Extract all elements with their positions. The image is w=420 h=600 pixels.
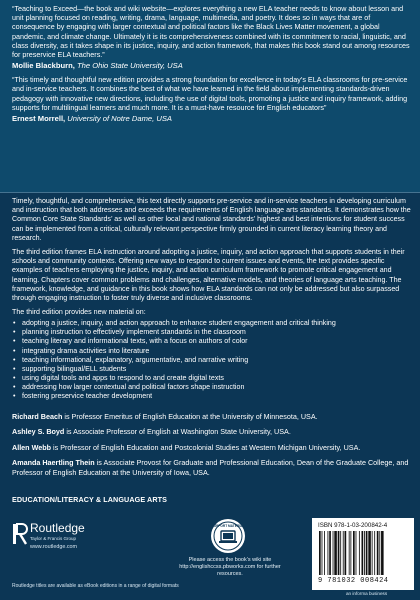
isbn-label: ISBN 978-1-03-200842-4 bbox=[318, 522, 388, 529]
features-lead: The third edition provides new material on: bbox=[12, 308, 146, 317]
barcode-bar bbox=[368, 531, 371, 575]
barcode-digits: 9 781032 008424 bbox=[318, 577, 389, 585]
divider bbox=[0, 192, 420, 193]
author-description: is Associate Professor of English at Washington State University, USA. bbox=[64, 427, 291, 437]
barcode-bar bbox=[353, 531, 355, 575]
badge-label: SUPPORT MATERIAL bbox=[211, 524, 245, 528]
description bbox=[12, 197, 412, 407]
wiki-access-note: Please access the book’s wiki site http://englishccss.pbworks.com for further resources. bbox=[179, 557, 281, 577]
publisher-name: Routledge bbox=[30, 521, 85, 535]
features-list bbox=[12, 319, 412, 401]
endorser-name: Mollie Blackburn, bbox=[12, 61, 75, 71]
feature-item: • using digital tools and apps to respond to and create digital texts bbox=[22, 374, 412, 383]
barcode-bar bbox=[319, 531, 321, 575]
support-material-badge-icon bbox=[210, 518, 246, 554]
barcode-bar bbox=[338, 531, 340, 575]
barcode-bar bbox=[359, 531, 360, 575]
barcode-bar bbox=[324, 531, 325, 575]
description-paragraph: The third edition frames ELA instruction around adopting a justice, inquiry, and action approach that supports students in their schools and community contexts. Offering new ways to respond to current issues and events, the text provides specific examples of teachers employing the justice, inquiry, and action curriculum framework to promote critical engagement and learning. Chapters cover common problems and challenges, alternative models, and theories of language arts teaching. The framework, knowledge, and guidance in this book shows how ELA standards can not only be addressed but also surpassed through engaging instruction to foster truly diverse and inclusive classrooms. bbox=[12, 248, 405, 303]
barcode-bar bbox=[372, 531, 373, 575]
barcode-bar bbox=[340, 531, 341, 575]
endorser-org: University of Notre Dame, USA bbox=[67, 114, 172, 124]
barcode-bar bbox=[377, 531, 379, 575]
subject-category: EDUCATION/LITERACY & LANGUAGE ARTS bbox=[12, 495, 168, 504]
description-paragraph: Timely, thoughtful, and comprehensive, this text directly supports pre-service and in-service teachers in developing curriculum and instruction that both addresses and exceeds the requirements of English language arts standards. It demonstrates how the Common Core State Standards’ as well as other local and national standards’ highest and best intentions for student success can be implemented from a critical, culturally relevant perspective firmly grounded in current literacy learning theory and research. bbox=[12, 197, 411, 242]
barcode-bar bbox=[374, 531, 375, 575]
feature-item: • integrating drama activities into literature bbox=[22, 347, 412, 356]
publisher-url: www.routledge.com bbox=[30, 544, 78, 550]
informa-note: an informa business bbox=[346, 591, 388, 596]
barcode-icon bbox=[317, 531, 407, 575]
barcode-bar bbox=[379, 531, 380, 575]
author-name: Ashley S. Boyd bbox=[12, 427, 65, 437]
author-bio bbox=[12, 443, 412, 452]
author-name: Richard Beach bbox=[12, 412, 63, 421]
barcode-bar bbox=[329, 531, 331, 575]
barcode-bar bbox=[322, 531, 323, 575]
barcode-bar bbox=[349, 531, 350, 575]
barcode-bar bbox=[362, 531, 364, 575]
feature-item: • teaching informational, explanatory, argumentative, and narrative writing bbox=[22, 356, 412, 365]
author-description: is Professor Emeritus of English Education at the University of Minnesota, USA. bbox=[62, 412, 318, 421]
author-bio bbox=[12, 412, 412, 421]
feature-item: • fostering preservice teacher development bbox=[22, 392, 412, 401]
barcode-bar bbox=[333, 531, 334, 575]
author-bio bbox=[12, 458, 412, 477]
barcode-bar bbox=[356, 531, 357, 575]
barcode-bar bbox=[364, 531, 365, 575]
endorser-name: Ernest Morrell, bbox=[12, 114, 66, 124]
ebook-note: Routledge titles are available as eBook editions in a range of digital formats bbox=[12, 583, 179, 589]
barcode-bar bbox=[350, 531, 351, 575]
isbn-barcode-box bbox=[312, 518, 414, 590]
endorser-org: The Ohio State University, USA bbox=[77, 61, 183, 71]
publisher-logo bbox=[12, 520, 92, 580]
author-name: Allen Webb bbox=[12, 442, 52, 452]
barcode-bar bbox=[334, 531, 337, 575]
author-bios bbox=[12, 412, 412, 483]
endorsement-attribution bbox=[12, 114, 412, 123]
barcode-bar bbox=[343, 531, 344, 575]
endorsement-attribution bbox=[12, 61, 412, 70]
feature-item: • addressing how larger contextual and political factors shape instruction bbox=[22, 383, 412, 392]
barcode-bar bbox=[366, 531, 368, 575]
endorsements bbox=[12, 4, 412, 128]
feature-item: • supporting bilingual/ELL students bbox=[22, 365, 412, 374]
feature-item: • teaching literary and informational texts, with a focus on authors of color bbox=[22, 337, 412, 346]
endorsement-quote: “This timely and thoughtful new edition provides a strong foundation for excellence in today’s ELA classrooms for pre-service and in-service teachers. It combines the best of what we have learned in the field about implementing standards-driven pedagogy with innovative new directions, including the use of digital tools, promoting a justice and inquiry framework, adding supports for multilingual learners and much more. It is a must-have resource for English educators” bbox=[12, 75, 408, 112]
barcode-bar bbox=[328, 531, 329, 575]
routledge-icon bbox=[12, 522, 28, 546]
author-name: Amanda Haertling Thein bbox=[12, 458, 95, 468]
endorsement-quote: “Teaching to Exceed—the book and wiki website—explores everything a new ELA teacher needs to know about lesson and unit planning focused on reading, writing, drama, language, multimedia, and poetry. It does so in ways that are of consequence by engaging with larger contextual and political factors like the Black Lives Matter movement, a global pandemic, and climate change. Ultimately it is its comprehensiveness combined with its commitment to racial, linguistic, and class diversity, as it takes shape in its justice, inquiry, and action framework, that makes this book stand out among resources for preservice ELA teachers.” bbox=[12, 4, 410, 60]
feature-item: • planning instruction to effectively implement standards in the classroom bbox=[22, 328, 412, 337]
author-bio bbox=[12, 427, 412, 436]
barcode-bar bbox=[345, 531, 347, 575]
author-description: is Associate Provost for Graduate and Professional Education, Dean of the Graduate College, and Professor of English Education at the University of Iowa, USA. bbox=[12, 458, 409, 477]
author-description: is Professor of English Education and Postcolonial Studies at Western Michigan University, USA. bbox=[51, 442, 361, 452]
publisher-subtitle: Taylor & Francis Group bbox=[30, 536, 77, 541]
barcode-bar bbox=[381, 531, 384, 575]
feature-item: • adopting a justice, inquiry, and action approach to enhance student engagement and critical thinking bbox=[22, 319, 412, 328]
